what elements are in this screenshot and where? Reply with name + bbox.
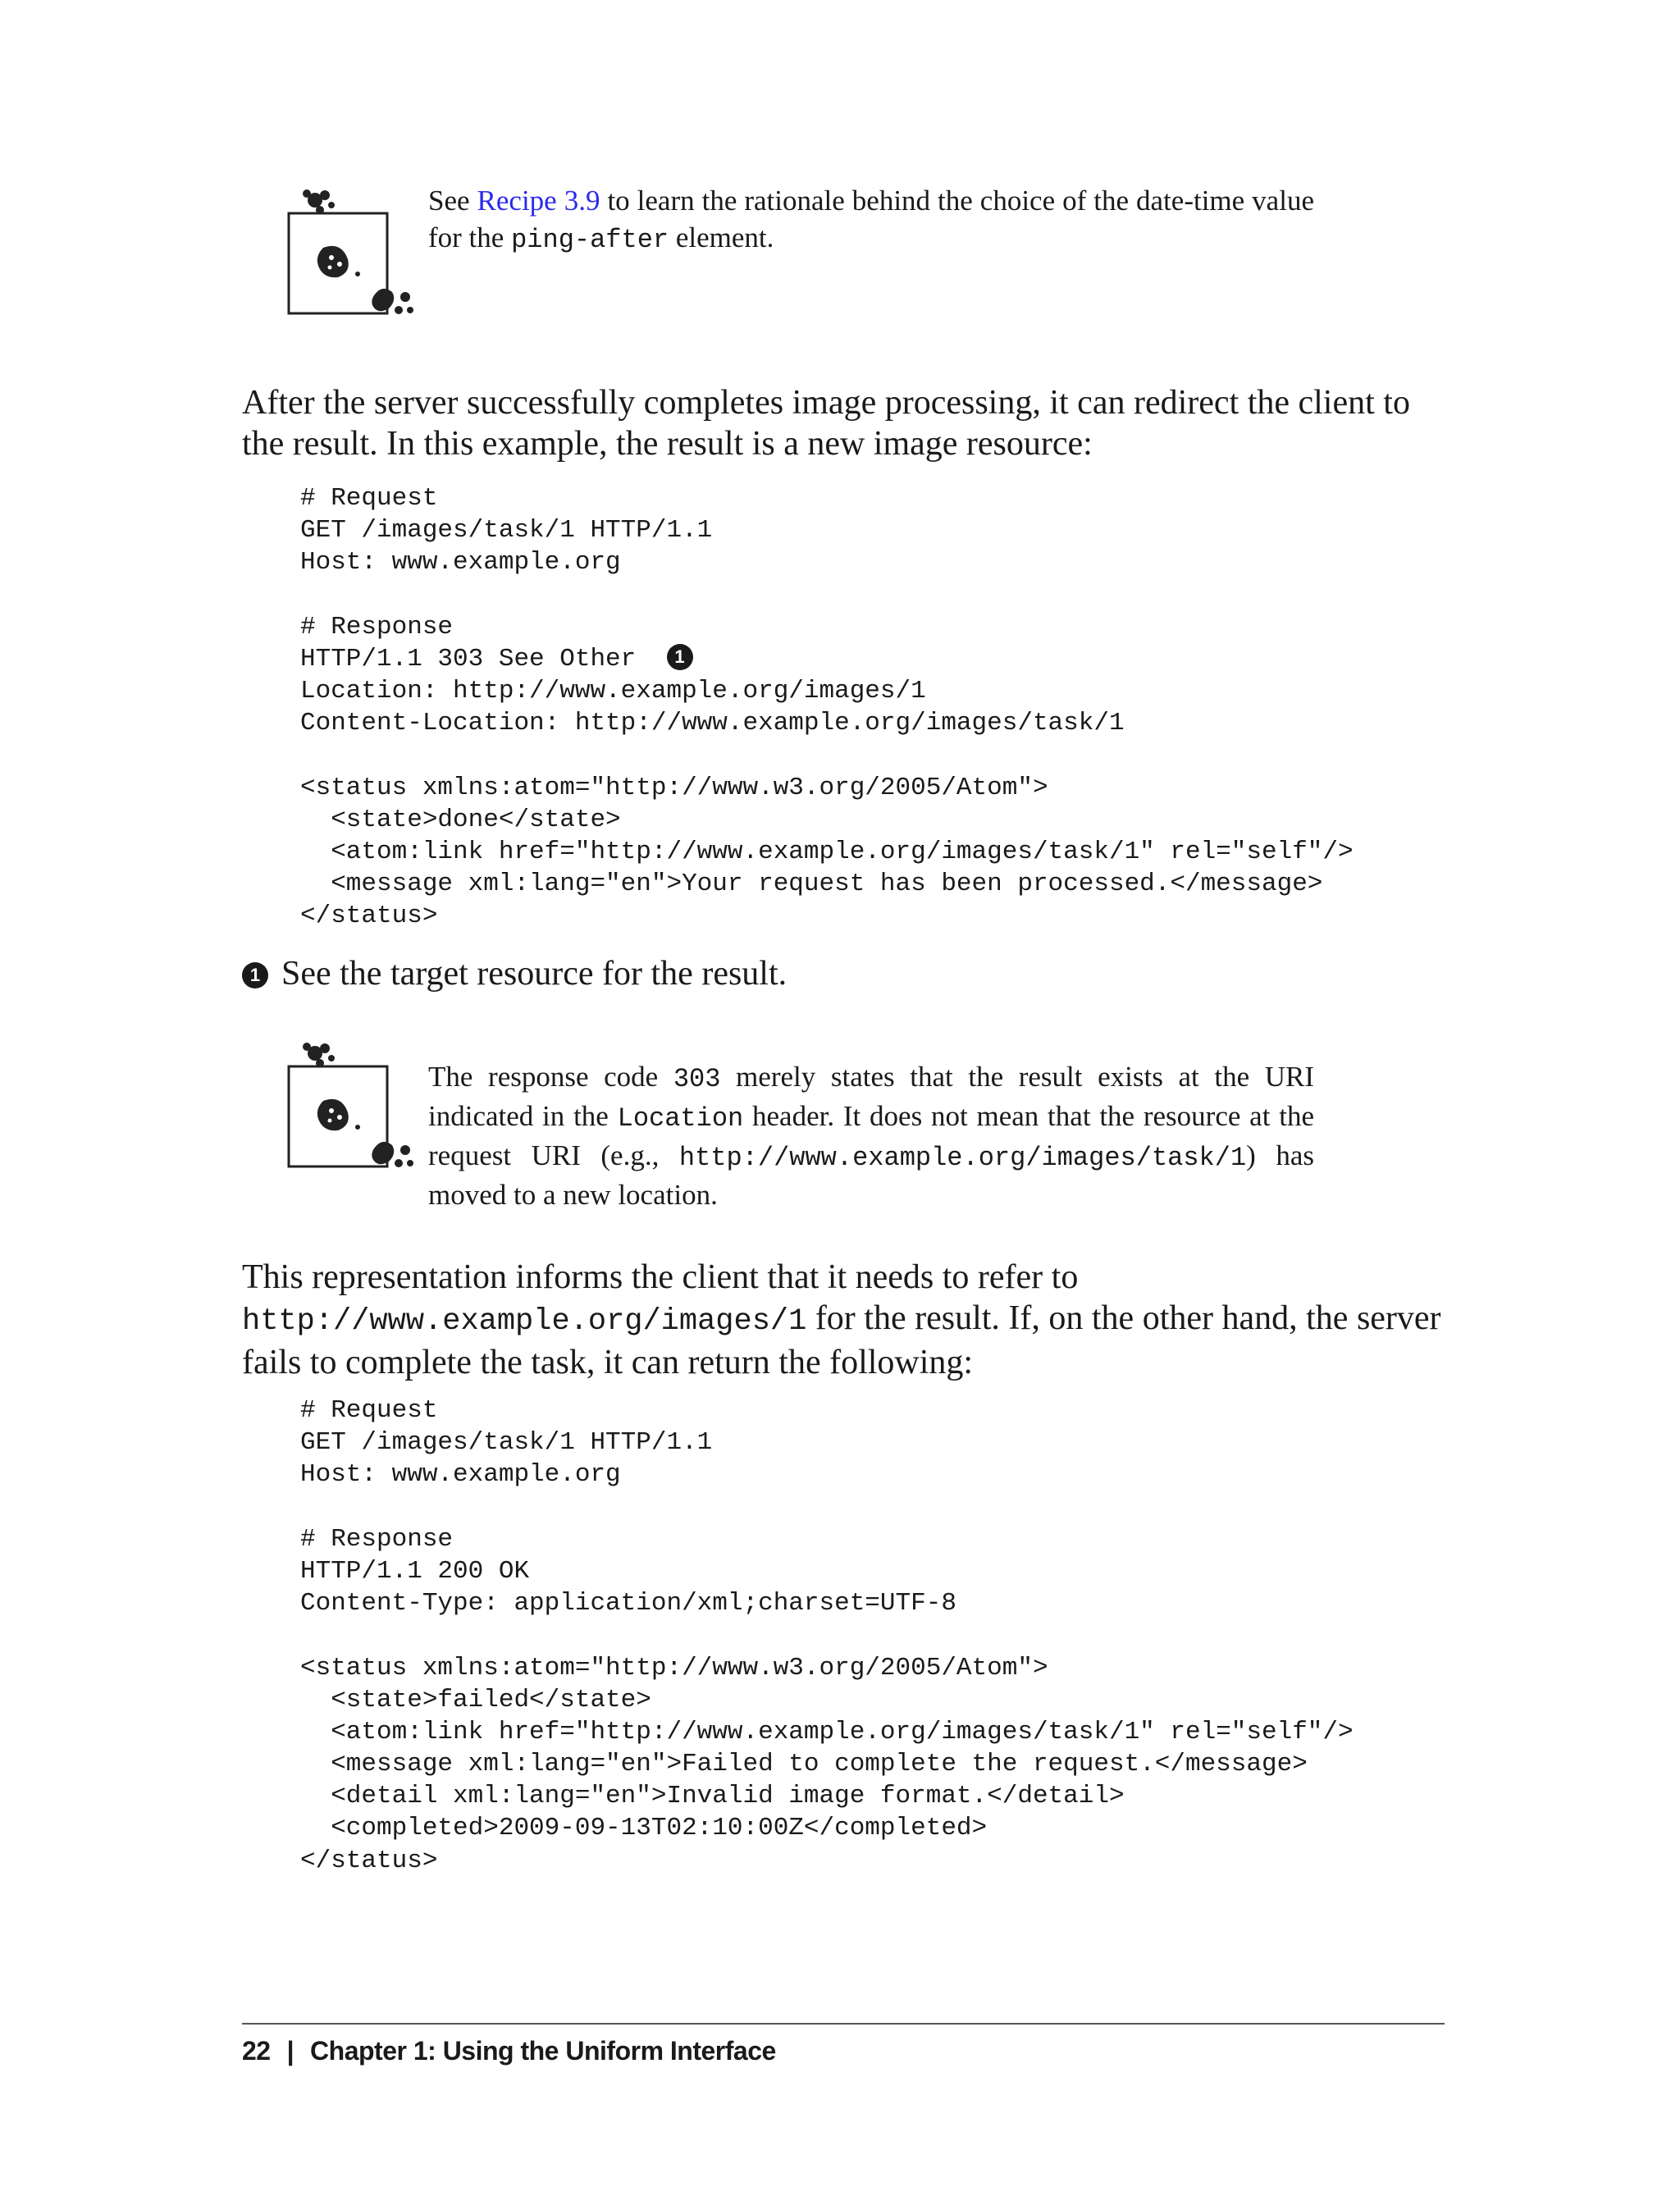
inline-code: 303 — [673, 1064, 721, 1094]
page-footer — [242, 2036, 776, 2066]
footer-rule — [242, 2023, 1445, 2025]
code-line: <detail xml:lang="en">Invalid image format.</detail> — [300, 1782, 1125, 1811]
code-line: <state>failed</state> — [300, 1685, 651, 1714]
tip-icon — [282, 1035, 422, 1175]
code-line — [300, 579, 1354, 611]
code-line — [300, 1491, 1354, 1523]
code-line: <message xml:lang="en">Your request has been processed.</message> — [300, 870, 1323, 899]
body-paragraph: After the server successfully completes image processing, it can redirect the client to the result. In this example, the result is a new image resource: — [242, 384, 1410, 463]
recipe-link[interactable]: Recipe 3.9 — [477, 185, 600, 217]
code-line — [300, 740, 1354, 772]
code-line: <atom:link href="http://www.example.org/images/task/1" rel="self"/> — [300, 838, 1354, 867]
code-line: Location: http://www.example.org/images/1 — [300, 677, 926, 706]
page-number: 22 — [242, 2036, 271, 2066]
code-line: Content-Location: http://www.example.org/images/task/1 — [300, 709, 1125, 738]
code-block-redirect — [300, 482, 1354, 933]
code-line: <completed>2009-09-13T02:10:00Z</completed> — [300, 1814, 988, 1843]
code-line: Host: www.example.org — [300, 1460, 621, 1490]
code-line: GET /images/task/1 HTTP/1.1 — [300, 1428, 713, 1458]
code-line: </status> — [300, 1846, 438, 1875]
code-line: # Response — [300, 1524, 454, 1554]
code-block-failure — [300, 1395, 1354, 1877]
code-line: <message xml:lang="en">Failed to complete the request.</message> — [300, 1750, 1308, 1779]
code-line: # Request — [300, 484, 438, 513]
code-line: <status xmlns:atom="http://www.w3.org/2005/Atom"> — [300, 773, 1048, 802]
tip-icon — [282, 182, 422, 322]
callout-text: See the target resource for the result. — [281, 955, 788, 993]
body-paragraph: This representation informs the client that it needs to refer to http://www.example.org/images/1 for the result. If, on the other hand, the server fails to complete the task, it can return the following: — [242, 1258, 1441, 1381]
code-line: Content-Type: application/xml;charset=UTF-8 — [300, 1589, 956, 1618]
callout-explanation — [242, 953, 787, 994]
code-line-callout: HTTP/1.1 303 See Other 1 — [300, 643, 1354, 675]
inline-code: http://www.example.org/images/1 — [242, 1304, 807, 1339]
code-line: </status> — [300, 902, 438, 931]
code-line: HTTP/1.1 200 OK — [300, 1556, 530, 1586]
inline-code: http://www.example.org/images/task/1 — [678, 1143, 1247, 1173]
code-line: Host: www.example.org — [300, 548, 621, 578]
tip-text: See Recipe 3.9 to learn the rationale behind the choice of the date-time value for the ping-after element. — [428, 185, 1314, 255]
inline-code: Location — [617, 1103, 744, 1134]
tip-text: The response code 303 merely states that the result exists at the URI indicated in the Location header. It does not mean that the resource at the request URI (e.g., http://www.example.org/images/task/1) has moved to a new location. — [428, 1061, 1315, 1211]
code-line: # Request — [300, 1396, 438, 1425]
chapter-title: Chapter 1: Using the Uniform Interface — [310, 2036, 776, 2066]
footer-separator: | — [286, 2036, 294, 2066]
code-line: GET /images/task/1 HTTP/1.1 — [300, 516, 713, 546]
code-line: # Response — [300, 612, 454, 641]
code-line: <state>done</state> — [300, 805, 621, 834]
callout-marker: 1 — [667, 644, 693, 670]
callout-marker: 1 — [242, 962, 268, 988]
code-line: <status xmlns:atom="http://www.w3.org/2005/Atom"> — [300, 1653, 1048, 1682]
code-line — [300, 1619, 1354, 1651]
inline-code: ping-after — [511, 225, 669, 255]
code-line: <atom:link href="http://www.example.org/images/task/1" rel="self"/> — [300, 1717, 1354, 1746]
